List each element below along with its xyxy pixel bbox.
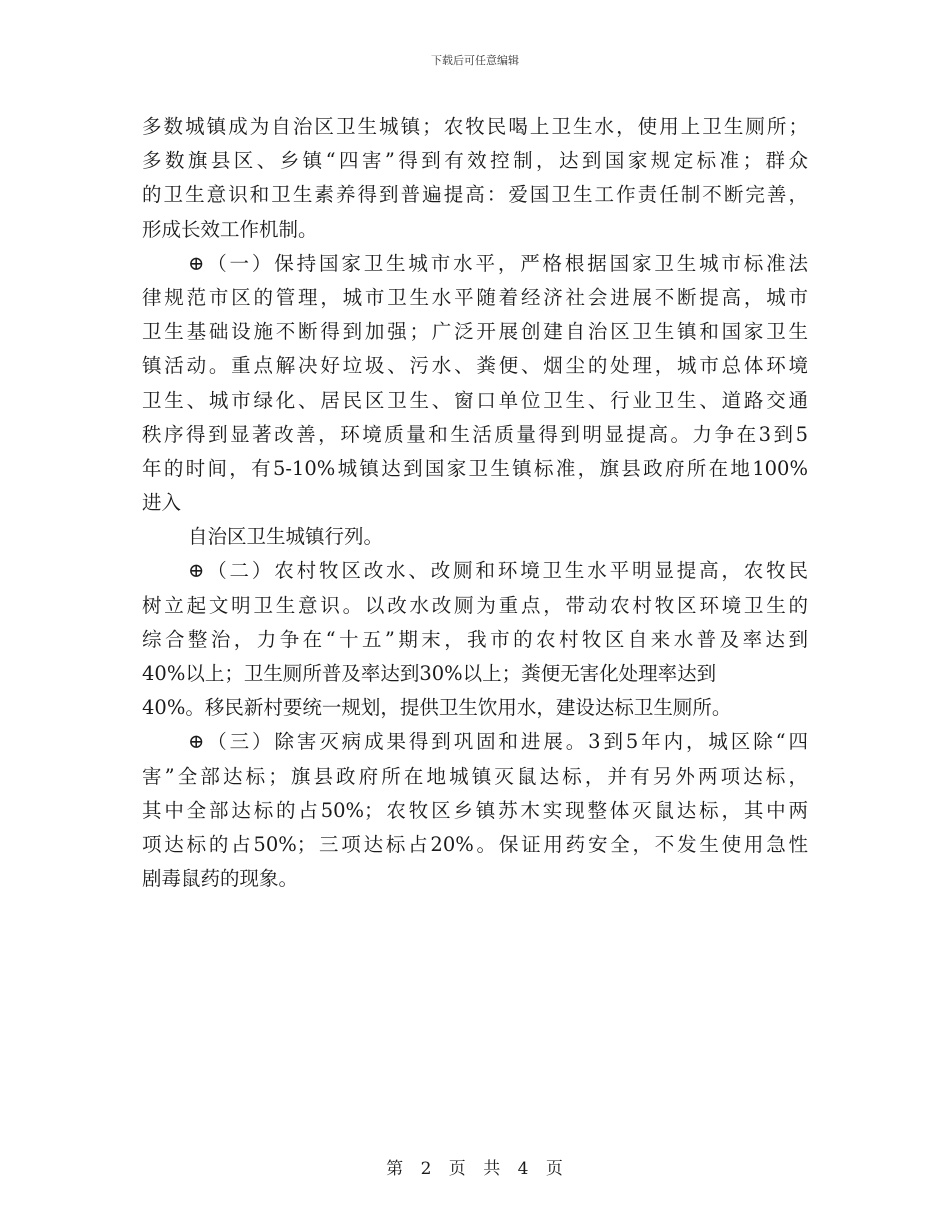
page-footer bbox=[0, 1154, 950, 1179]
footer-label-ye: 页 bbox=[448, 1159, 467, 1179]
page-header: 下载后可任意编辑 bbox=[431, 54, 519, 67]
text-line: ⊕（一）保持国家卫生城市水平，严格根据国家卫生城市标准法 bbox=[188, 251, 808, 275]
text-line: 进入 bbox=[142, 491, 182, 515]
text-line: 40%。移民新村要统一规划，提供卫生饮用水，建设达标卫生厕所。 bbox=[142, 696, 732, 720]
text-line: 害”全部达标；旗县政府所在地城镇灭鼠达标，并有另外两项达标， bbox=[142, 764, 808, 788]
text-line: 剧毒鼠药的现象。 bbox=[142, 867, 299, 891]
text-line: 年的时间，有5-10%城镇达到国家卫生镇标准，旗县政府所在地100% bbox=[142, 456, 808, 480]
text-line: 综合整治，力争在“十五”期末，我市的农村牧区自来水普及率达到 bbox=[142, 627, 808, 651]
text-line: 多数城镇成为自治区卫生城镇；农牧民喝上卫生水，使用上卫生厕所； bbox=[142, 115, 808, 138]
text-line: ⊕（三）除害灭病成果得到巩固和进展。3到5年内，城区除“四 bbox=[188, 730, 808, 754]
text-line: 项达标的占50%；三项达标占20%。保证用药安全，不发生使用急性 bbox=[142, 832, 808, 856]
text-line: 自治区卫生城镇行列。 bbox=[188, 525, 384, 549]
footer-label-ye2: 页 bbox=[545, 1159, 564, 1179]
text-line: 镇活动。重点解决好垃圾、污水、粪便、烟尘的处理，城市总体环境 bbox=[142, 354, 808, 378]
text-line: 的卫生意识和卫生素养得到普遍提高：爱国卫生工作责任制不断完善， bbox=[142, 183, 808, 207]
footer-current-page: 2 bbox=[420, 1159, 433, 1179]
text-line: 卫生基础设施不断得到加强；广泛开展创建自治区卫生镇和国家卫生 bbox=[142, 320, 808, 344]
text-line: 40%以上；卫生厕所普及率达到30%以上；粪便无害化处理率达到 bbox=[142, 662, 717, 685]
text-line: 卫生、城市绿化、居民区卫生、窗口单位卫生、行业卫生、道路交通 bbox=[142, 388, 808, 412]
footer-label-gong: 共 bbox=[483, 1159, 502, 1179]
text-line: 多数旗县区、乡镇“四害”得到有效控制，达到国家规定标准；群众 bbox=[142, 149, 808, 173]
document-body bbox=[142, 110, 808, 896]
text-line: ⊕（二）农村牧区改水、改厕和环境卫生水平明显提高，农牧民 bbox=[188, 559, 808, 583]
text-line: 形成长效工作机制。 bbox=[142, 217, 318, 241]
text-line: 秩序得到显著改善，环境质量和生活质量得到明显提高。力争在3到5 bbox=[142, 422, 808, 446]
text-line: 其中全部达标的占50%；农牧区乡镇苏木实现整体灭鼠达标，其中两 bbox=[142, 798, 808, 822]
text-line: 树立起文明卫生意识。以改水改厕为重点，带动农村牧区环境卫生的 bbox=[142, 593, 808, 617]
text-line: 律规范市区的管理，城市卫生水平随着经济社会进展不断提高，城市 bbox=[142, 285, 808, 309]
footer-total-pages: 4 bbox=[517, 1159, 530, 1179]
footer-label-di: 第 bbox=[386, 1159, 405, 1179]
